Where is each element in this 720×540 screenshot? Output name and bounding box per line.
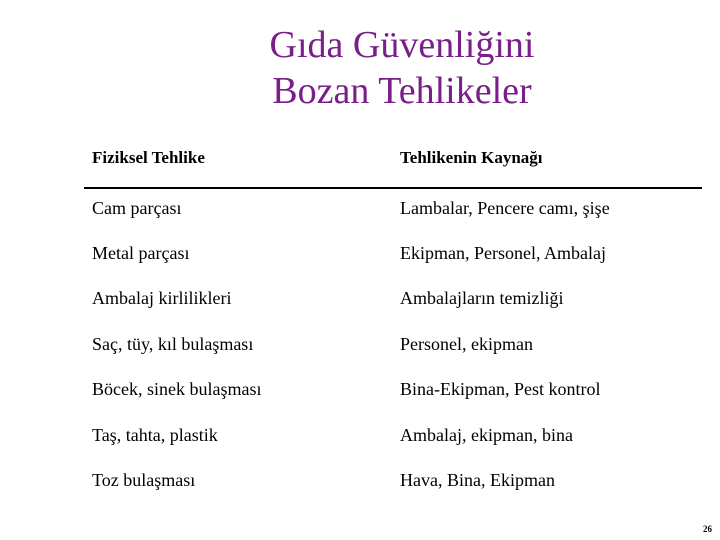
hazard-cell: Cam parçası bbox=[92, 198, 182, 218]
slide-title-line-1: Gıda Güvenliğini bbox=[269, 24, 535, 66]
table-row bbox=[92, 288, 692, 312]
hazard-cell: Taş, tahta, plastik bbox=[92, 425, 218, 445]
source-cell: Lambalar, Pencere camı, şişe bbox=[400, 198, 610, 218]
source-cell: Bina-Ekipman, Pest kontrol bbox=[400, 379, 601, 399]
hazard-cell: Metal parçası bbox=[92, 243, 190, 263]
hazard-cell: Saç, tüy, kıl bulaşması bbox=[92, 334, 254, 354]
source-cell: Ambalajların temizliği bbox=[400, 288, 564, 308]
table-row bbox=[92, 470, 692, 494]
page-number: 26 bbox=[703, 524, 712, 534]
table-row bbox=[92, 243, 692, 267]
slide-title-line-2: Bozan Tehlikeler bbox=[272, 70, 532, 112]
table-header-source: Tehlikenin Kaynağı bbox=[400, 148, 543, 167]
table-row bbox=[92, 334, 692, 358]
header-divider bbox=[84, 187, 702, 189]
source-cell: Hava, Bina, Ekipman bbox=[400, 470, 555, 490]
source-cell: Ekipman, Personel, Ambalaj bbox=[400, 243, 606, 263]
table-row bbox=[92, 198, 692, 222]
slide-title bbox=[0, 22, 720, 114]
source-cell: Ambalaj, ekipman, bina bbox=[400, 425, 573, 445]
table-row bbox=[92, 379, 692, 403]
hazard-cell: Ambalaj kirlilikleri bbox=[92, 288, 232, 308]
table-header-hazard: Fiziksel Tehlike bbox=[92, 148, 205, 167]
table-row bbox=[92, 425, 692, 449]
hazard-cell: Böcek, sinek bulaşması bbox=[92, 379, 262, 399]
hazard-cell: Toz bulaşması bbox=[92, 470, 196, 490]
source-cell: Personel, ekipman bbox=[400, 334, 533, 354]
